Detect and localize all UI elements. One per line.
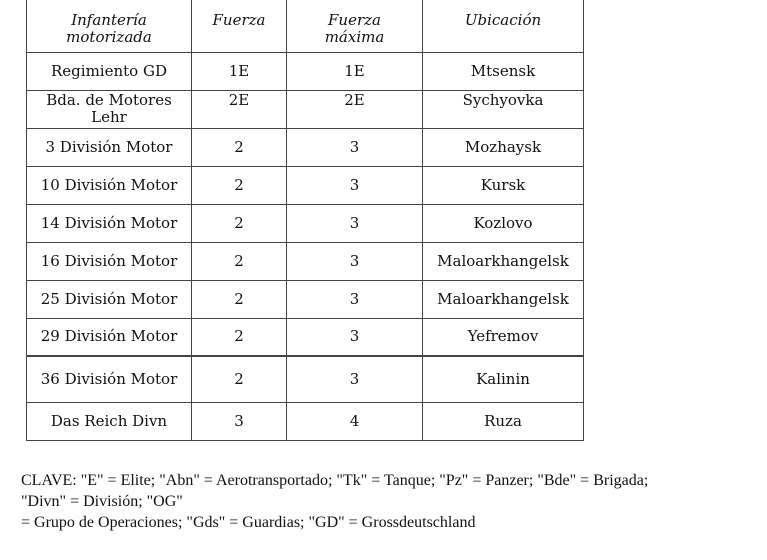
header-fuerza-line-1: Fuerza (212, 11, 266, 29)
header-fuerza-maxima-line-2: máxima (324, 28, 385, 46)
key-note-line-3: = Grupo de Operaciones; "Gds" = Guardias; "GD" = Grossdeutschland (21, 514, 476, 531)
cell-unit: Bda. de Motores Lehr (27, 90, 192, 128)
header-cell-unit (27, 0, 192, 52)
table-row (27, 356, 584, 402)
header-unit-line-2: motorizada (66, 28, 152, 46)
cell-fuerza: 2 (192, 204, 287, 242)
cell-fuerza: 3 (192, 402, 287, 440)
cell-fuerza-maxima: 3 (287, 204, 423, 242)
cell-unit: Regimiento GD (27, 52, 192, 90)
key-note-line-2: "Divn" = División; "OG" (21, 493, 183, 510)
table-row (27, 280, 584, 318)
header-cell-ubicacion (423, 0, 584, 52)
cell-unit: Das Reich Divn (27, 402, 192, 440)
cell-ubicacion: Sychyovka (423, 90, 584, 128)
cell-fuerza-maxima: 3 (287, 128, 423, 166)
table-row (27, 242, 584, 280)
cell-fuerza-maxima: 3 (287, 280, 423, 318)
cell-fuerza: 1E (192, 52, 287, 90)
cell-fuerza-maxima: 4 (287, 402, 423, 440)
cell-unit: 3 División Motor (27, 128, 192, 166)
cell-fuerza: 2 (192, 166, 287, 204)
cell-ubicacion: Ruza (423, 402, 584, 440)
header-fuerza-maxima-line-1: Fuerza (328, 11, 381, 29)
key-note (21, 470, 756, 533)
cell-fuerza-maxima: 1E (287, 52, 423, 90)
header-cell-fuerza-maxima (287, 0, 423, 52)
cell-fuerza-maxima: 3 (287, 166, 423, 204)
table-row (27, 128, 584, 166)
cell-ubicacion: Kozlovo (423, 204, 584, 242)
cell-fuerza: 2 (192, 242, 287, 280)
cell-fuerza: 2 (192, 280, 287, 318)
table-row (27, 318, 584, 356)
table-row (27, 166, 584, 204)
cell-ubicacion: Kalinin (423, 356, 584, 402)
table-body (27, 52, 584, 440)
cell-fuerza: 2E (192, 90, 287, 128)
table-row (27, 402, 584, 440)
header-cell-fuerza (192, 0, 287, 52)
cell-unit: 29 División Motor (27, 318, 192, 356)
header-ubicacion-line-1: Ubicación (464, 11, 542, 29)
cell-ubicacion: Maloarkhangelsk (423, 242, 584, 280)
cell-ubicacion: Yefremov (423, 318, 584, 356)
cell-unit: 10 División Motor (27, 166, 192, 204)
cell-ubicacion: Maloarkhangelsk (423, 280, 584, 318)
cell-unit: 14 División Motor (27, 204, 192, 242)
cell-fuerza-maxima: 3 (287, 318, 423, 356)
table-row (27, 90, 584, 128)
key-note-line-1: CLAVE: "E" = Elite; "Abn" = Aerotransportado; "Tk" = Tanque; "Pz" = Panzer; "Bde" = Brigada; (21, 472, 649, 489)
cell-unit: 25 División Motor (27, 280, 192, 318)
table-header (27, 0, 584, 52)
table-row (27, 52, 584, 90)
cell-fuerza-maxima: 3 (287, 356, 423, 402)
cell-fuerza: 2 (192, 128, 287, 166)
cell-fuerza: 2 (192, 356, 287, 402)
header-unit-line-1: Infantería (71, 11, 147, 29)
cell-unit: 16 División Motor (27, 242, 192, 280)
table-row (27, 204, 584, 242)
cell-ubicacion: Kursk (423, 166, 584, 204)
cell-fuerza-maxima: 3 (287, 242, 423, 280)
cell-ubicacion: Mozhaysk (423, 128, 584, 166)
units-table (26, 0, 584, 441)
cell-unit: 36 División Motor (27, 356, 192, 402)
cell-fuerza-maxima: 2E (287, 90, 423, 128)
cell-ubicacion: Mtsensk (423, 52, 584, 90)
cell-fuerza: 2 (192, 318, 287, 356)
header-row (27, 0, 584, 52)
